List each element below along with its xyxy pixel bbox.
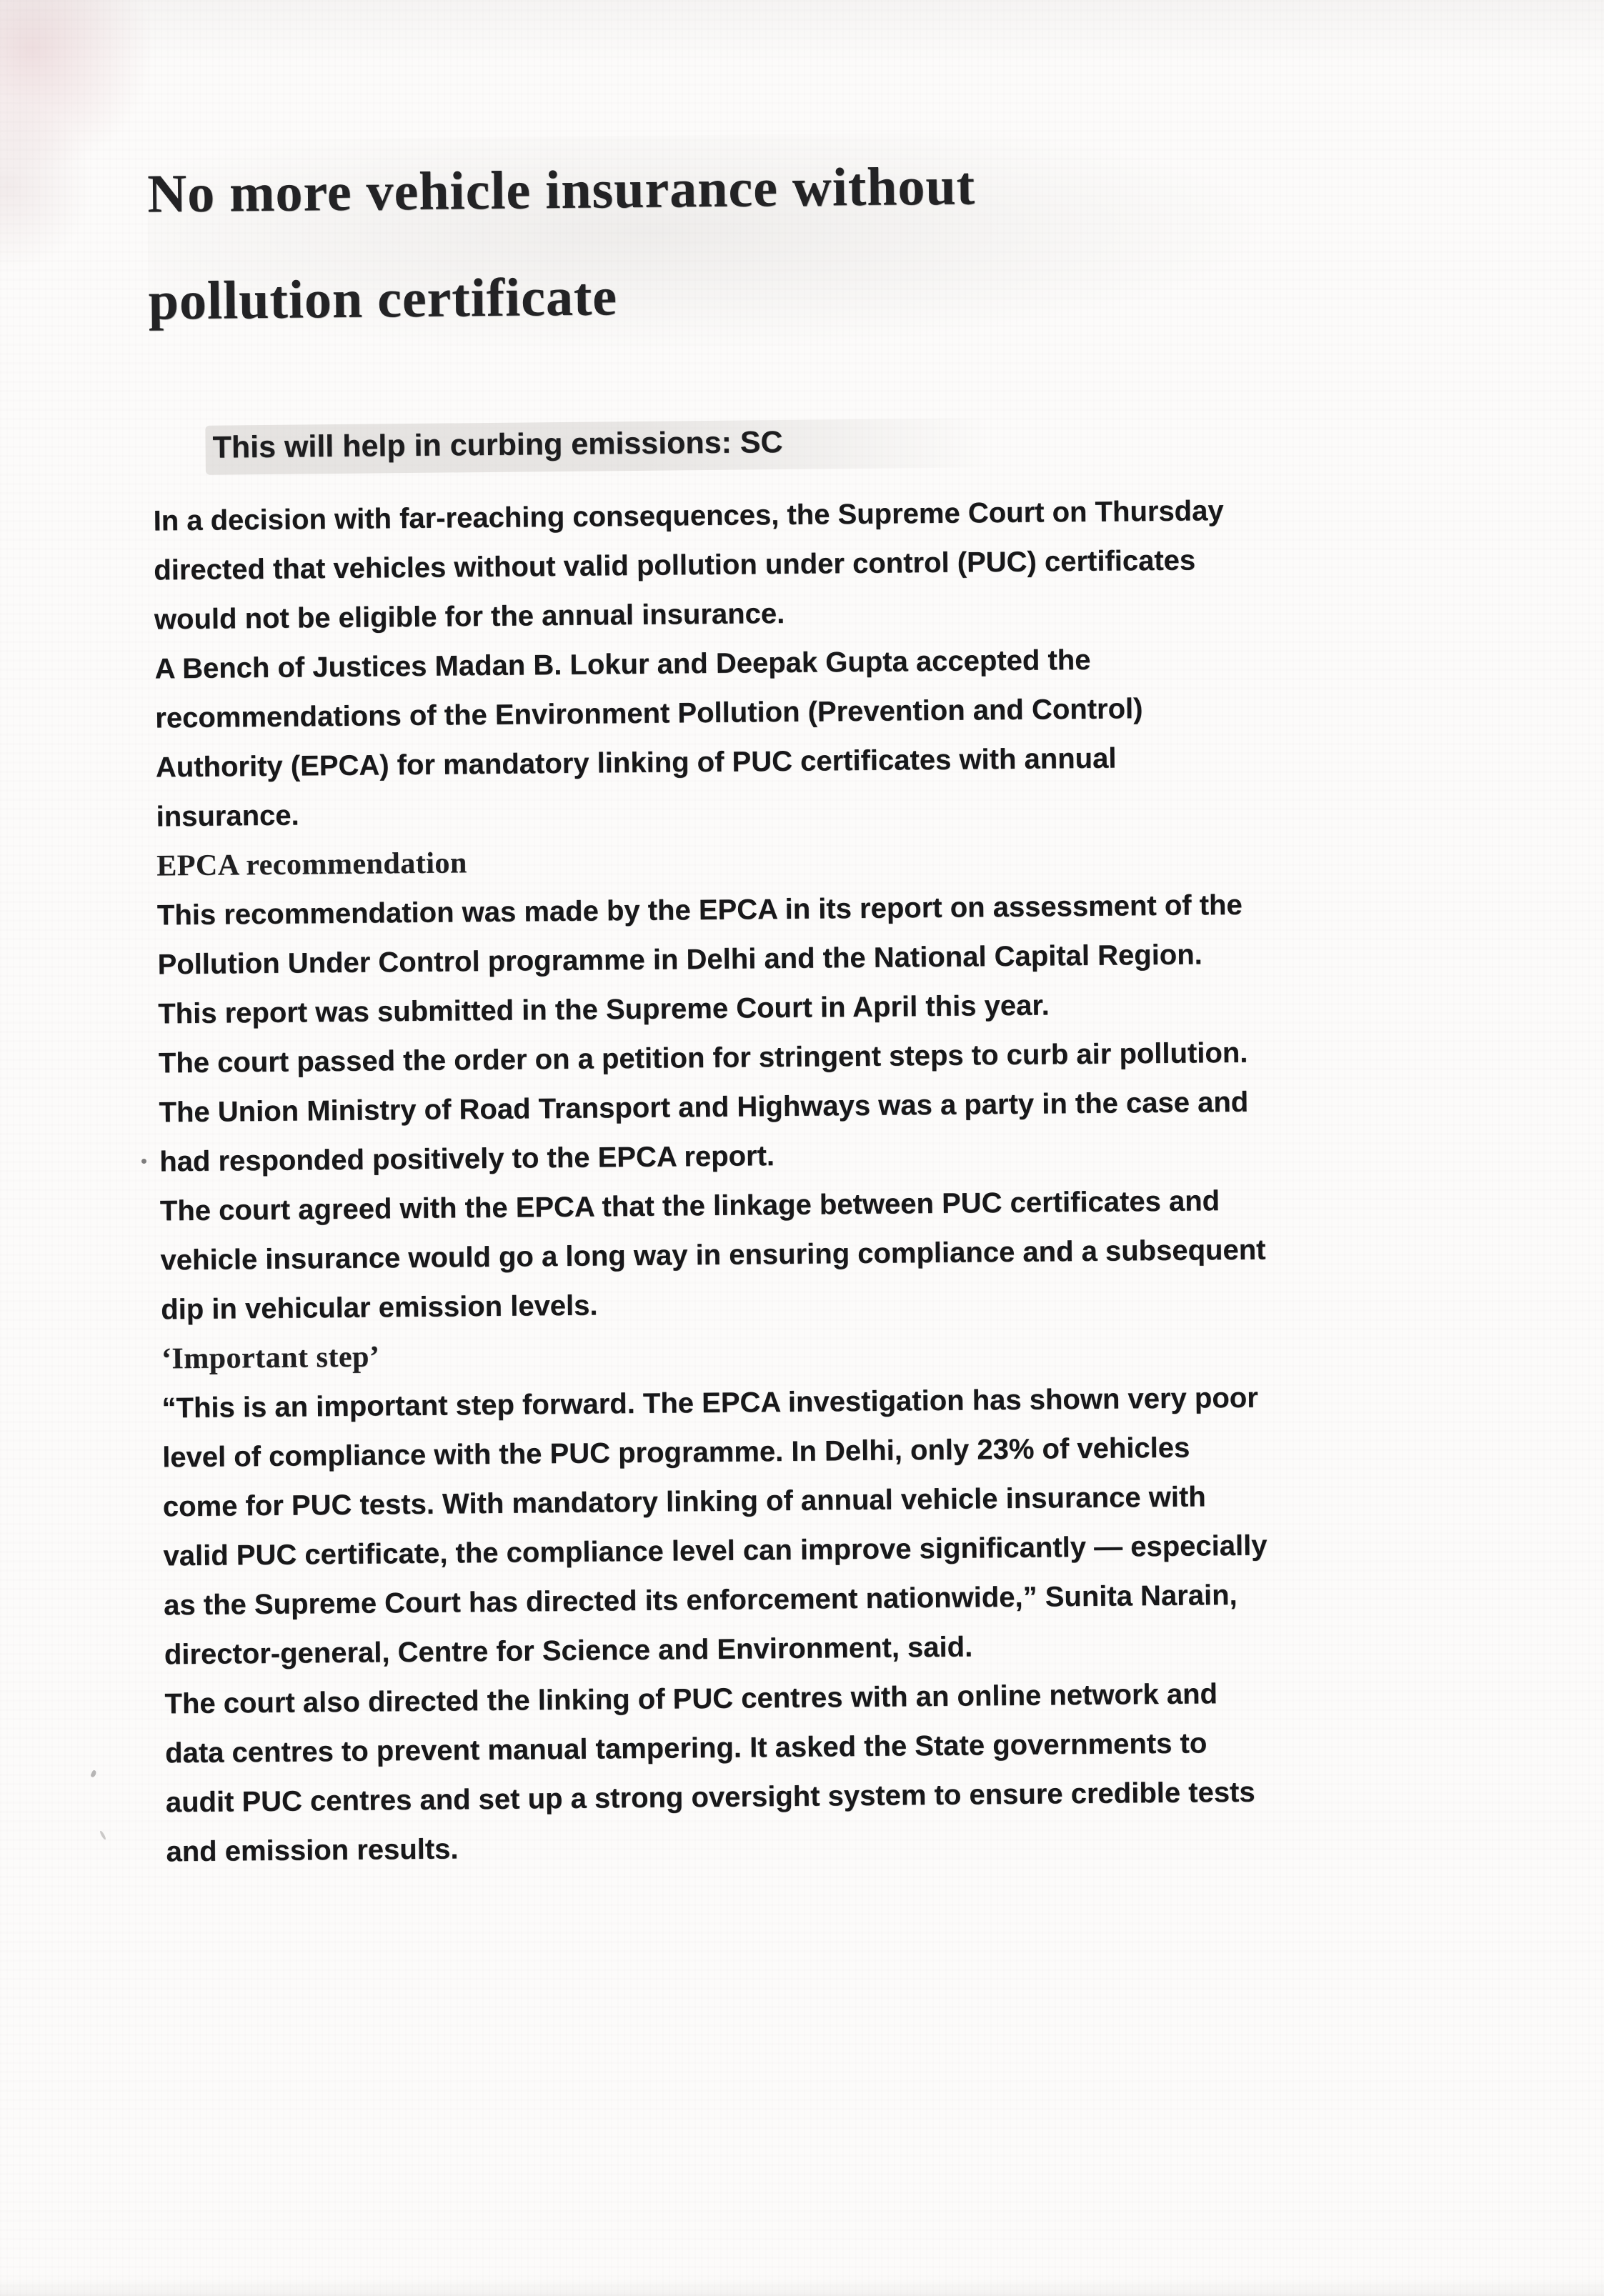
- paragraph-line: “This is an important step forward. The EPCA investigation has shown very poor: [161, 1382, 1259, 1424]
- paragraph-line: The court agreed with the EPCA that the linkage between PUC certificates and: [159, 1185, 1220, 1227]
- paragraph-line: director-general, Centre for Science and Environment, said.: [164, 1631, 973, 1671]
- article-paragraph: [159, 1027, 1482, 1187]
- article-paragraph: [157, 879, 1480, 1039]
- paragraph-line: insurance.: [156, 799, 299, 833]
- paragraph-line: The Union Ministry of Road Transport and Highways was a party in the case and: [159, 1086, 1249, 1129]
- paragraph-line: vehicle insurance would go a long way in ensuring compliance and a subsequent: [160, 1234, 1266, 1277]
- paragraph-line: In a decision with far-reaching consequences, the Supreme Court on Thursday: [153, 495, 1224, 537]
- paragraph-line: dip in vehicular emission levels.: [160, 1289, 598, 1326]
- paragraph-line: recommendations of the Environment Pollution (Prevention and Control): [155, 693, 1143, 734]
- paragraph-line: Pollution Under Control programme in Delhi and the National Capital Region.: [157, 939, 1203, 981]
- article-paragraph: [160, 1174, 1483, 1335]
- article-paragraph: [161, 1372, 1486, 1680]
- article-paragraph: [153, 484, 1476, 645]
- paragraph-line: The court also directed the linking of PUC centres with an online network and: [164, 1678, 1218, 1720]
- paragraph-line: audit PUC centres and set up a strong oversight system to ensure credible tests: [165, 1776, 1255, 1819]
- paragraph-line: would not be eligible for the annual insurance.: [154, 598, 785, 636]
- paragraph-line: come for PUC tests. With mandatory linking of annual vehicle insurance with: [162, 1481, 1206, 1523]
- paragraph-line: This report was submitted in the Supreme Court in April this year.: [158, 989, 1050, 1030]
- paragraph-line: directed that vehicles without valid pollution under control (PUC) certificates: [154, 544, 1196, 587]
- paragraph-line: A Bench of Justices Madan B. Lokur and Deepak Gupta accepted the: [154, 644, 1091, 685]
- article-title-line-1: No more vehicle insurance without: [146, 156, 976, 224]
- article-title-line-2: pollution certificate: [148, 266, 618, 331]
- paragraph-line: valid PUC certificate, the compliance level can improve significantly — especially: [163, 1529, 1267, 1572]
- article-title: [146, 130, 1263, 355]
- scan-speck: [141, 1159, 146, 1164]
- article-paragraph: [164, 1667, 1488, 1877]
- paragraph-line: level of compliance with the PUC programme. In Delhi, only 23% of vehicles: [161, 1432, 1190, 1474]
- paragraph-line: as the Supreme Court has directed its enforcement nationwide,” Sunita Narain,: [163, 1579, 1237, 1622]
- article-subtitle: This will help in curbing emissions: SC: [212, 425, 783, 465]
- paragraph-line: and emission results.: [166, 1833, 459, 1868]
- paragraph-line: Authority (EPCA) for mandatory linking of PUC certificates with annual: [155, 742, 1117, 784]
- article-paragraph: [154, 632, 1478, 842]
- section-heading: EPCA recommendation: [156, 847, 467, 883]
- paragraph-line: had responded positively to the EPCA report.: [159, 1140, 775, 1178]
- subtitle-highlight-band: [205, 418, 990, 475]
- article-body: [153, 484, 1488, 1877]
- paragraph-line: data centres to prevent manual tampering. It asked the State governments to: [164, 1727, 1207, 1770]
- section-heading: ‘Important step’: [161, 1340, 380, 1376]
- paragraph-line: This recommendation was made by the EPCA in its report on assessment of the: [156, 889, 1242, 932]
- paragraph-line: The court passed the order on a petition for stringent steps to curb air pollution.: [158, 1037, 1248, 1079]
